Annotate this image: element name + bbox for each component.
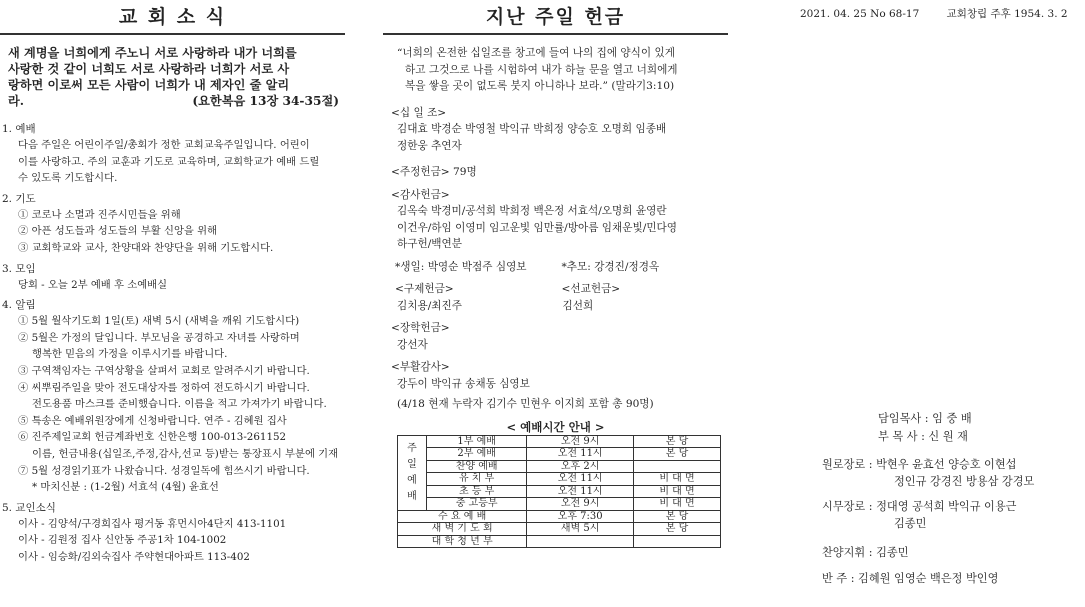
thanks-names: 하구헌/백연분 bbox=[397, 238, 462, 250]
news-item: ② 5월은 가정의 달입니다. 부모님을 공경하고 자녀를 사랑하며 bbox=[18, 331, 300, 344]
active-names: 김종민 bbox=[894, 517, 927, 530]
easter-total: (4/18 현재 누락자 김기수 민현우 이지희 포함 총 90명) bbox=[397, 398, 654, 410]
sunday-char: 주 bbox=[407, 442, 417, 454]
service-place: 비 대 면 bbox=[634, 498, 721, 511]
church-news-column bbox=[0, 0, 345, 565]
section-title: 2. 기도 bbox=[2, 192, 36, 205]
table-row bbox=[398, 498, 721, 511]
church-news-title: 교 회 소 식 bbox=[0, 0, 345, 35]
relief-names: 김치용/최진주 bbox=[397, 299, 462, 312]
section-title: 3. 모임 bbox=[2, 262, 36, 275]
news-item: 이름, 헌금내용(십일조,주정,감사,선교 등)받는 통장표시 부분에 기재 bbox=[32, 447, 339, 460]
easter-label: <부활감사> bbox=[391, 361, 450, 373]
news-item: ③ 구역책임자는 구역상황을 살펴서 교회로 알려주시기 바랍니다. bbox=[18, 364, 310, 377]
sunday-char: 일 bbox=[407, 458, 417, 470]
news-item: 이를 사랑하고. 주의 교훈과 기도로 교육하며, 교회학교가 예배 드릴 bbox=[18, 155, 320, 168]
section-title: 4. 알림 bbox=[2, 299, 36, 312]
service-name: 1부 예배 bbox=[427, 435, 527, 448]
mission-names: 김선희 bbox=[562, 299, 594, 312]
section-title: 1. 예배 bbox=[2, 123, 36, 135]
relief-label: <구제헌금> bbox=[395, 283, 454, 295]
table-row bbox=[398, 460, 721, 473]
service-name: 유 치 부 bbox=[427, 473, 527, 486]
memorial-offering: *추모: 강경진/정경옥 bbox=[561, 260, 660, 273]
birthday-offering: *생일: 박영순 박점주 심영보 bbox=[395, 260, 527, 273]
news-item: 다음 주일은 어린이주일/총회가 정한 교회교육주일입니다. 어린이 bbox=[18, 139, 310, 151]
table-row bbox=[398, 535, 721, 548]
quote-line: 하고 그것으로 나를 시험하여 내가 하늘 문을 열고 너희에게 bbox=[405, 63, 678, 76]
section-worship bbox=[0, 121, 345, 187]
bulletin-date: 2021. 04. 25 No 68-17 bbox=[800, 8, 920, 20]
service-place: 비 대 면 bbox=[634, 485, 721, 498]
news-item: 행복한 믿음의 가정을 이루시기를 바랍니다. bbox=[32, 348, 228, 361]
schedule-title: < 예배시간 안내 > bbox=[506, 419, 605, 434]
news-item: ① 5월 월삭기도회 1일(토) 새벽 5시 (새벽을 깨워 기도합시다) bbox=[18, 315, 300, 328]
service-time: 새벽 5시 bbox=[527, 523, 634, 536]
verse-line: 사랑한 것 같이 너희도 서로 사랑하라 너희가 서로 사 bbox=[8, 62, 290, 76]
emeritus-names: 정인규 강경진 방용삼 강경모 bbox=[894, 475, 1035, 488]
scholarship-label: <장학헌금> bbox=[391, 322, 450, 334]
service-name: 대 학 청 년 부 bbox=[398, 535, 527, 548]
news-item: 수 있도록 기도합시다. bbox=[18, 172, 118, 185]
associate-pastor: 부 목 사 : 신 원 재 bbox=[878, 430, 968, 443]
sunday-char: 예 bbox=[407, 474, 417, 486]
weekly-offering: <주정헌금> 79명 bbox=[391, 166, 477, 178]
service-place: 비 대 면 bbox=[634, 473, 721, 486]
section-title: 5. 교인소식 bbox=[2, 501, 56, 514]
service-name: 새 벽 기 도 회 bbox=[398, 523, 527, 536]
service-place: 본 당 bbox=[634, 435, 721, 448]
service-time: 오전 9시 bbox=[527, 435, 634, 448]
service-place bbox=[634, 460, 721, 473]
service-name: 초 등 부 bbox=[427, 485, 527, 498]
service-time: 오후 7:30 bbox=[527, 510, 634, 523]
service-time: 오전 9시 bbox=[527, 498, 634, 511]
service-name: 중 고등부 bbox=[427, 498, 527, 511]
service-time: 오전 11시 bbox=[527, 448, 634, 461]
news-item: 이사 - 김원정 집사 신안동 주공1차 104-1002 bbox=[18, 534, 227, 547]
birthday-memorial-row bbox=[395, 259, 728, 276]
bulletin-meta bbox=[800, 6, 1068, 21]
news-item: ⑥ 진주제일교회 헌금계좌번호 신한은행 100-013-261152 bbox=[18, 431, 287, 444]
verse-line: 라. bbox=[8, 94, 25, 108]
service-place: 본 당 bbox=[634, 510, 721, 523]
news-item: ④ 씨뿌림주일을 맞아 전도대상자를 정하여 전도하시기 바랍니다. bbox=[18, 381, 310, 394]
service-place: 본 당 bbox=[634, 448, 721, 461]
table-row bbox=[398, 473, 721, 486]
choir-director: 찬양지휘 : 김종민 bbox=[822, 546, 909, 559]
news-item: 이사 - 김양석/구경희집사 평거동 휴먼시아4단지 413-1101 bbox=[18, 517, 287, 530]
offering-title: 지난 주일 헌금 bbox=[383, 0, 728, 35]
news-item: ⑤ 특송은 예배위원장에게 신청바랍니다. 연주 - 김혜원 집사 bbox=[18, 414, 287, 427]
section-meeting bbox=[0, 261, 345, 294]
service-place: 본 당 bbox=[634, 523, 721, 536]
scholarship-names: 강선자 bbox=[397, 338, 428, 351]
tithe-names: 김대효 박경순 박영철 박익규 박희정 양승호 오명희 임종배 bbox=[397, 123, 667, 135]
service-time: 오후 2시 bbox=[527, 460, 634, 473]
service-name: 2부 예배 bbox=[427, 448, 527, 461]
active-elders bbox=[822, 498, 1016, 532]
emeritus-names: 박현우 윤효선 양승호 이현섭 bbox=[876, 458, 1017, 471]
verse-line: 랑하면 이로써 모든 사람이 너희가 내 제자인 줄 알리 bbox=[8, 78, 290, 92]
emeritus-label: 원로장로 : bbox=[822, 458, 873, 471]
table-row bbox=[398, 485, 721, 498]
news-item: ① 코로나 소멸과 진주시민들을 위해 bbox=[18, 208, 181, 221]
offering-column bbox=[383, 0, 728, 548]
service-time: 오전 11시 bbox=[527, 485, 634, 498]
memory-verse bbox=[0, 41, 345, 117]
emeritus-elders bbox=[822, 456, 1034, 490]
service-place bbox=[634, 535, 721, 548]
thanks-names: 이건우/하임 이영미 임고운빛 임만률/방아름 임채운빛/민다영 bbox=[397, 221, 678, 234]
sunday-char: 배 bbox=[407, 490, 417, 502]
thanks-names: 김옥숙 박경미/공석희 박희정 백은정 서효석/오명희 윤영란 bbox=[397, 205, 667, 217]
easter-names: 강두이 박익규 송채동 심영보 bbox=[397, 377, 530, 390]
news-item: ② 아픈 성도들과 성도들의 부활 신앙을 위해 bbox=[18, 225, 218, 238]
section-member-news bbox=[0, 500, 345, 566]
news-item: 당회 - 오늘 2부 예배 후 소예배실 bbox=[18, 278, 168, 291]
relief-mission-names bbox=[397, 298, 728, 315]
table-row bbox=[398, 448, 721, 461]
news-item: 전도용품 마스크를 준비했습니다. 이름을 적고 가져가기 바랍니다. bbox=[32, 398, 327, 411]
news-item: ③ 교회학교와 교사, 찬양대와 찬양단을 위해 기도합시다. bbox=[18, 241, 274, 254]
section-prayer bbox=[0, 191, 345, 257]
section-notice bbox=[0, 297, 345, 496]
quote-line: “너희의 온전한 십일조를 창고에 들여 나의 집에 양식이 있게 bbox=[397, 47, 675, 59]
news-item: 이사 - 임승화/김외숙집사 주약현대아파트 113-402 bbox=[18, 550, 250, 563]
news-item: * 마치신분 : (1-2월) 서효석 (4월) 윤효선 bbox=[32, 481, 219, 494]
table-row bbox=[398, 435, 721, 448]
mission-label: <선교헌금> bbox=[561, 283, 621, 295]
thanks-label: <감사헌금> bbox=[391, 188, 450, 201]
senior-pastor: 담임목사 : 임 중 배 bbox=[878, 412, 972, 425]
tithe-label: <십 일 조> bbox=[391, 106, 447, 119]
relief-mission-labels bbox=[395, 281, 728, 298]
service-name: 수 요 예 배 bbox=[398, 510, 527, 523]
tithe-names: 정한웅 추연자 bbox=[397, 139, 462, 152]
worship-schedule-table bbox=[397, 435, 721, 549]
verse-reference: (요한복음 13장 34-35절) bbox=[192, 94, 339, 108]
table-row bbox=[398, 523, 721, 536]
active-names: 정대영 공석희 박익규 이용근 bbox=[876, 500, 1017, 513]
service-name: 찬양 예배 bbox=[427, 460, 527, 473]
table-row bbox=[398, 510, 721, 523]
news-item: ⑦ 5월 성경읽기표가 나왔습니다. 성경일독에 힘쓰시기 바랍니다. bbox=[18, 464, 310, 477]
service-time bbox=[527, 535, 634, 548]
church-founding: 교회창립 주후 1954. 3. 2 bbox=[946, 8, 1068, 20]
offering-quote bbox=[383, 41, 728, 99]
quote-line: 복을 쌓을 곳이 없도록 붓지 아니하나 보라.” (말라기3:10) bbox=[405, 80, 675, 92]
active-label: 시무장로 : bbox=[822, 500, 873, 513]
service-time: 오전 11시 bbox=[527, 473, 634, 486]
verse-last-row bbox=[8, 93, 339, 109]
accompanists: 반 주 : 김혜원 임영순 백은정 박인영 bbox=[822, 572, 999, 585]
verse-line: 새 계명을 너희에게 주노니 서로 사랑하라 내가 너희를 bbox=[8, 46, 297, 60]
sunday-label bbox=[398, 435, 427, 510]
